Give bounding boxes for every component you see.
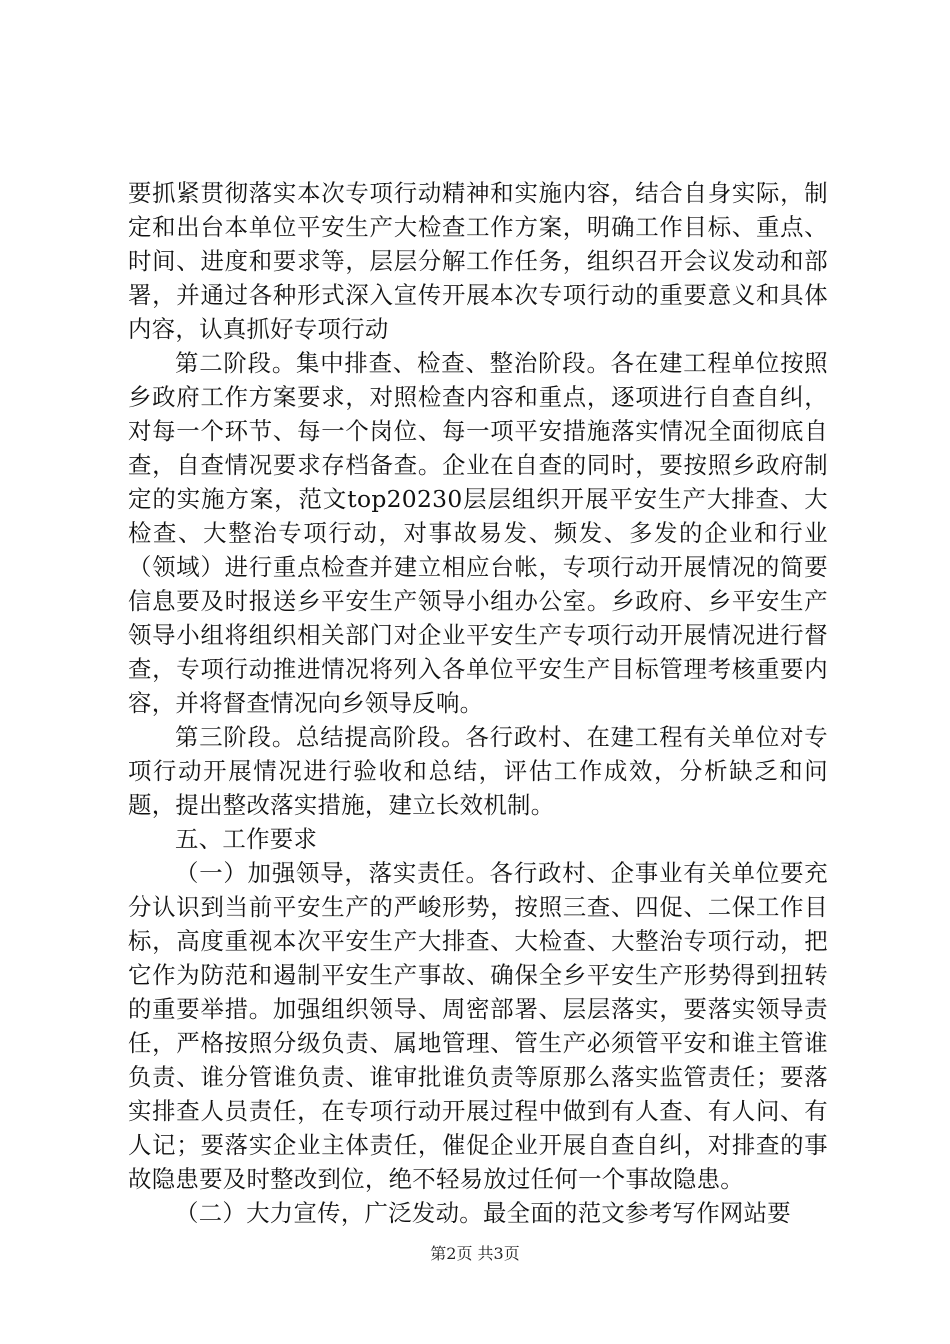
paragraph-1: 要抓紧贯彻落实本次专项行动精神和实施内容，结合自身实际，制定和出台本单位平安生产大检查工作方案，明确工作目标、重点、时间、进度和要求等，层层分解工作任务，组织召开会议发动和部署，并通过各种形式深入宣传开展本次专项行动的重要意义和具体内容，认真抓好专项行动	[128, 179, 828, 343]
section-heading-work-requirements: 五、工作要求	[175, 825, 318, 853]
paragraph-requirement-one: （一）加强领导，落实责任。各行政村、企事业有关单位要充分认识到当前平安生产的严峻形势，按照三查、四促、二保工作目标，高度重视本次平安生产大排查、大检查、大整治专项行动，把它作为防范和遏制平安生产事故、确保全乡平安生产形势得到扭转的重要举措。加强组织领导、周密部署、层层落实，要落实领导责任，严格按照分级负责、属地管理、管生产必须管平安和谁主管谁负责、谁分管谁负责、谁审批谁负责等原那么落实监管责任；要落实排查人员责任，在专项行动开展过程中做到有人查、有人问、有人记；要落实企业主体责任，催促企业开展自查自纠，对排查的事故隐患要及时整改到位，绝不轻易放过任何一个事故隐患。	[128, 859, 828, 1193]
paragraph-stage-two: 第二阶段。集中排查、检查、整治阶段。各在建工程单位按照乡政府工作方案要求，对照检查内容和重点，逐项进行自查自纠，对每一个环节、每一个岗位、每一项平安措施落实情况全面彻底自查，自查情况要求存档备查。企业在自查的同时，要按照乡政府制定的实施方案，范文top20230层层组织开展平安生产大排查、大检查、大整治专项行动，对事故易发、频发、多发的企业和行业（领域）进行重点检查并建立相应台帐，专项行动开展情况的简要信息要及时报送乡平安生产领导小组办公室。乡政府、乡平安生产领导小组将组织相关部门对企业平安生产专项行动开展情况进行督查，专项行动推进情况将列入各单位平安生产目标管理考核重要内容，并将督查情况向乡领导反响。	[128, 349, 828, 717]
document-body	[128, 176, 828, 1230]
paragraph-stage-three: 第三阶段。总结提高阶段。各行政村、在建工程有关单位对专项行动开展情况进行验收和总结，评估工作成效，分析缺乏和问题，提出整改落实措施，建立长效机制。	[128, 723, 828, 819]
paragraph-requirement-two: （二）大力宣传，广泛发动。最全面的范文参考写作网站要	[175, 1199, 791, 1227]
page-number-footer: 第2页 共3页	[430, 1244, 520, 1263]
